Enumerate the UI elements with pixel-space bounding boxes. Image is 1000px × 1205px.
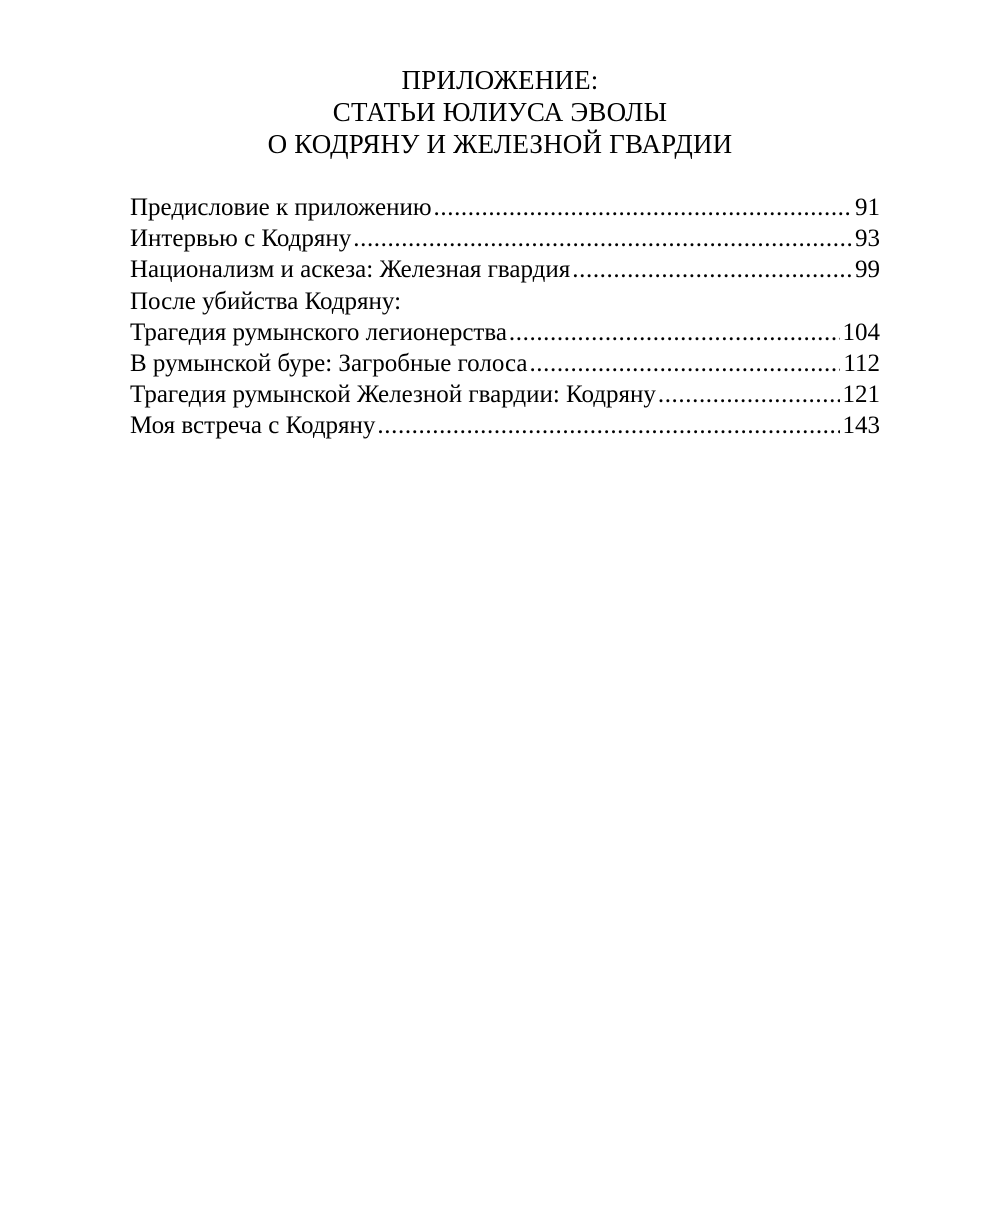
toc-entry-title: Интервью с Кодряну <box>130 225 352 253</box>
appendix-heading <box>0 64 1000 160</box>
toc-entry-title: В румынской буре: Загробные голоса <box>130 349 528 377</box>
toc-page-number: 143 <box>842 412 880 440</box>
toc-entry-title: Трагедия румынского легионерства <box>130 318 507 346</box>
toc-page-number: 99 <box>855 256 880 284</box>
toc-page-number: 121 <box>842 381 880 409</box>
toc-entry-my-meeting <box>130 410 880 441</box>
toc-entry-title: Трагедия румынской Железной гвардии: Кодряну <box>130 381 656 409</box>
table-of-contents <box>130 192 880 442</box>
toc-entry-title: После убийства Кодряну: <box>130 287 402 315</box>
toc-dot-leader <box>658 379 840 410</box>
toc-dot-leader <box>572 254 852 285</box>
toc-dot-leader <box>509 317 840 348</box>
toc-page-number: 112 <box>843 349 880 377</box>
toc-page-number: 91 <box>855 194 880 221</box>
toc-entry-title: Предисловие к приложению <box>130 194 432 221</box>
heading-line-3: О КОДРЯНУ И ЖЕЛЕЗНОЙ ГВАРДИИ <box>267 129 733 159</box>
toc-entry-preface <box>130 192 880 223</box>
heading-line-1: ПРИЛОЖЕНИЕ: <box>401 65 599 95</box>
toc-entry-iron-guard-tragedy <box>130 379 880 410</box>
toc-entry-title: Моя встреча с Кодряну <box>130 412 376 440</box>
toc-entry-after-murder <box>130 286 880 317</box>
toc-dot-leader <box>529 348 840 379</box>
toc-entry-romanian-storm <box>130 348 880 379</box>
toc-page-number: 93 <box>855 225 880 253</box>
toc-dot-leader <box>377 410 839 441</box>
toc-entry-legion-tragedy <box>130 317 880 348</box>
toc-entry-title: Национализм и аскеза: Железная гвардия <box>130 256 571 284</box>
toc-entry-interview <box>130 223 880 254</box>
toc-dot-leader <box>353 223 852 254</box>
toc-dot-leader <box>434 192 852 223</box>
toc-page-number: 104 <box>842 318 880 346</box>
heading-line-2: СТАТЬИ ЮЛИУСА ЭВОЛЫ <box>332 97 668 127</box>
toc-entry-nationalism <box>130 254 880 285</box>
